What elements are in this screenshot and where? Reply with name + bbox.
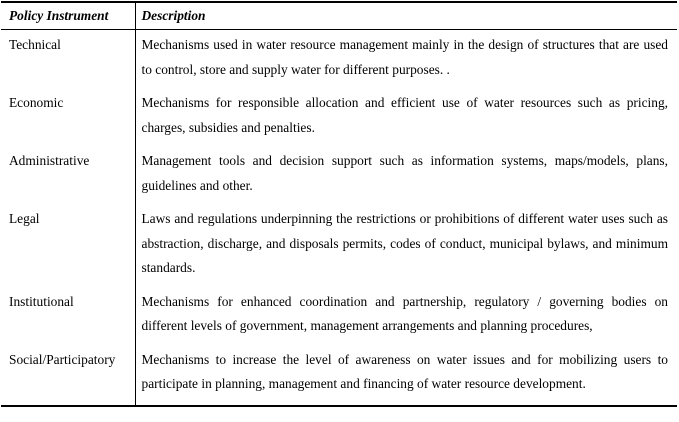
row-instrument: Social/Participatory xyxy=(1,345,135,406)
row-description: Mechanisms to increase the level of awareness on water issues and for mobilizing users to participate in planning, management and financing of water resource development. xyxy=(135,345,677,406)
table-row xyxy=(1,345,677,406)
row-instrument: Legal xyxy=(1,204,135,287)
table-row xyxy=(1,146,677,204)
table-row xyxy=(1,204,677,287)
policy-instrument-table xyxy=(1,1,677,407)
table-row xyxy=(1,88,677,146)
row-instrument: Administrative xyxy=(1,146,135,204)
row-instrument: Economic xyxy=(1,88,135,146)
row-description: Mechanisms used in water resource management mainly in the design of structures that are used to control, store and supply water for different purposes. . xyxy=(141,37,668,77)
table-body xyxy=(1,30,677,406)
row-instrument: Institutional xyxy=(1,287,135,345)
policy-instrument-table-container xyxy=(1,1,677,407)
table-row xyxy=(1,287,677,345)
header-description: Description xyxy=(141,8,206,23)
header-row xyxy=(1,2,677,30)
row-description: Management tools and decision support such as information systems, maps/models, plans, guidelines and other. xyxy=(141,153,668,193)
table-header xyxy=(1,2,677,30)
row-description: Mechanisms for enhanced coordination and partnership, regulatory / governing bodies on different levels of government, management arrangements and planning procedures, xyxy=(141,293,668,333)
row-description: Mechanisms for responsible allocation and efficient use of water resources such as pricing, charges, subsidies and penalties. xyxy=(141,95,668,135)
header-policy-instrument: Policy Instrument xyxy=(1,2,135,30)
row-description: Laws and regulations underpinning the restrictions or prohibitions of different water uses such as abstraction, discharge, and disposals permits, codes of conduct, municipal bylaws, and minimum standards. xyxy=(141,211,668,275)
table-row xyxy=(1,30,677,89)
row-instrument: Technical xyxy=(1,30,135,89)
